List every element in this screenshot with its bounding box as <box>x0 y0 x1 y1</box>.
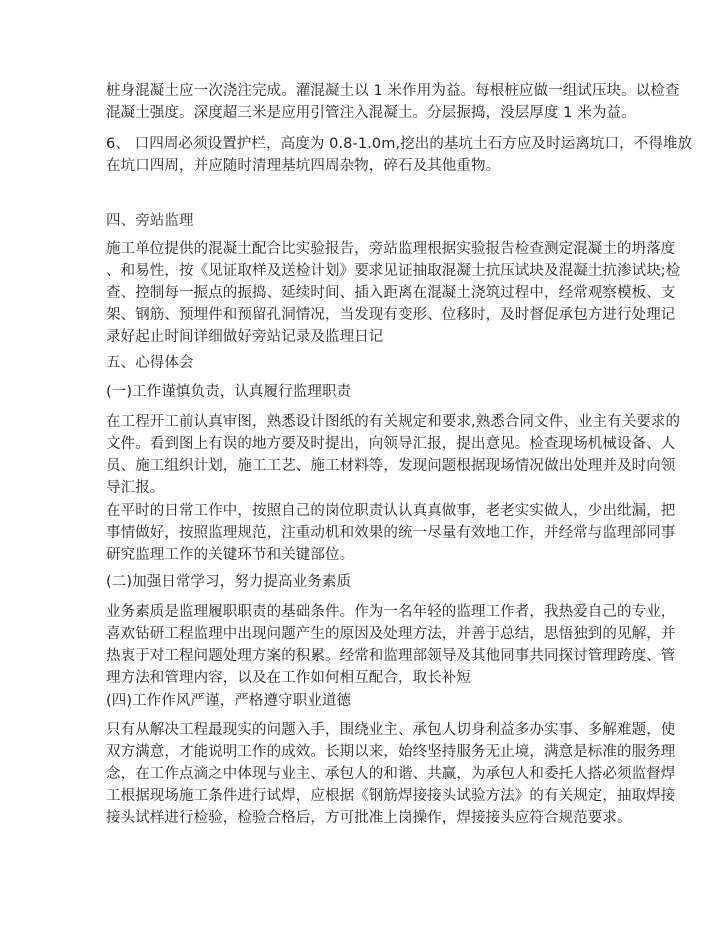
text-line: 在坑口四周，并应随时清理基坑四周杂物，碎石及其他重物。 <box>106 158 501 174</box>
text-line: 念，在工作点滴之中体现与业主、承包人的和谐、共赢，为承包人和委托人搭必须监督焊 <box>106 766 676 782</box>
text-line: 喜欢钻研工程监理中出现问题产生的原因及处理方法，并善于总结，思悟独到的见解，并 <box>106 626 676 642</box>
section-heading <box>106 381 621 403</box>
paragraph <box>106 133 693 177</box>
section-heading <box>106 352 621 374</box>
text-line: 五、心得体会 <box>106 355 194 371</box>
paragraph <box>106 411 681 499</box>
text-line: (四)工作作风严谨，严格遵守职业道德 <box>106 693 352 709</box>
text-line: 热衷于对工程问题处理方案的积累。经常和监理部领导及其他同事共同探讨管理跨度、管 <box>106 648 676 664</box>
paragraph <box>106 719 676 829</box>
text-line: 在工程开工前认真审图，熟悉设计图纸的有关规定和要求,熟悉合同文件、业主有关要求的 <box>106 414 681 430</box>
text-line: 理方法和管理内容，以及在工作如何相互配合，取长补短 <box>106 670 471 686</box>
text-line: (一)工作谨慎负责，认真履行监理职责 <box>106 384 352 400</box>
section-heading <box>106 210 621 232</box>
text-line: 录好起止时间详细做好旁站记录及监理日记 <box>106 329 384 345</box>
text-line: 混凝土强度。深度超三米是应用引管注入混凝土。分层振捣，没层厚度 1 米为益。 <box>106 105 636 121</box>
paragraph <box>106 80 680 124</box>
text-line: 6、 口四周必须设置护栏，高度为 0.8-1.0m,挖出的基坑土石方应及时运离坑口，不得堆放 <box>106 136 693 152</box>
text-line: 、和易性，按《见证取样及送检计划》要求见证抽取混凝土抗压试块及混凝土抗渗试块;检 <box>106 263 681 279</box>
paragraph <box>106 238 681 348</box>
text-line: 导汇报。 <box>106 480 165 496</box>
text-line: 四、旁站监理 <box>106 213 194 229</box>
text-line: 业务素质是监理履职职责的基础条件。作为一名年轻的监理工作者，我热爱自己的专业， <box>106 604 676 620</box>
text-line: 双方满意，才能说明工作的成效。长期以来，始终坚持服务无止境，满意是标准的服务理 <box>106 744 676 760</box>
text-line: 员、施工组织计划，施工工艺、施工材料等，发现问题根据现场情况做出处理并及时向领 <box>106 458 676 474</box>
section-heading <box>106 571 621 593</box>
text-line: 接头试样进行检验，检验合格后，方可批准上岗操作，焊接接头应符合规范要求。 <box>106 810 632 826</box>
text-line: 在平时的日常工作中，按照自己的岗位职责认认真真做事，老老实实做人，少出纰漏，把 <box>106 503 676 519</box>
text-line: (二)加强日常学习，努力提高业务素质 <box>106 574 352 590</box>
paragraph <box>106 601 676 689</box>
text-line: 架、钢筋、预埋件和预留孔洞情况，当发现有变形、位移时，及时督促承包方进行处理记 <box>106 307 676 323</box>
text-line: 工根据现场施工条件进行试焊，应根据《钢筋焊接接头试验方法》的有关规定，抽取焊接 <box>106 788 676 804</box>
text-line: 事情做好，按照监理规范，注重动机和效果的统一尽量有效地工作，并经常与监理部同事 <box>106 525 676 541</box>
paragraph <box>106 500 676 566</box>
text-line: 桩身混凝土应一次浇注完成。灌混凝土以 1 米作用为益。每根桩应做一组试压块。以检查 <box>106 83 680 99</box>
text-line: 只有从解决工程最现实的问题入手，围绕业主、承包人切身利益多办实事、多解难题，使 <box>106 722 676 738</box>
text-line: 查、控制每一振点的振捣、延续时间、插入距离在混凝土浇筑过程中，经常观察模板、支 <box>106 285 676 301</box>
text-line: 施工单位提供的混凝土配合比实验报告，旁站监理根据实验报告检查测定混凝土的坍落度 <box>106 241 676 257</box>
text-line: 研究监理工作的关键环节和关键部位。 <box>106 547 355 563</box>
section-heading <box>106 690 621 712</box>
text-line: 文件。看到图上有误的地方要及时提出，向领导汇报，提出意见。检查现场机械设备、人 <box>106 436 676 452</box>
